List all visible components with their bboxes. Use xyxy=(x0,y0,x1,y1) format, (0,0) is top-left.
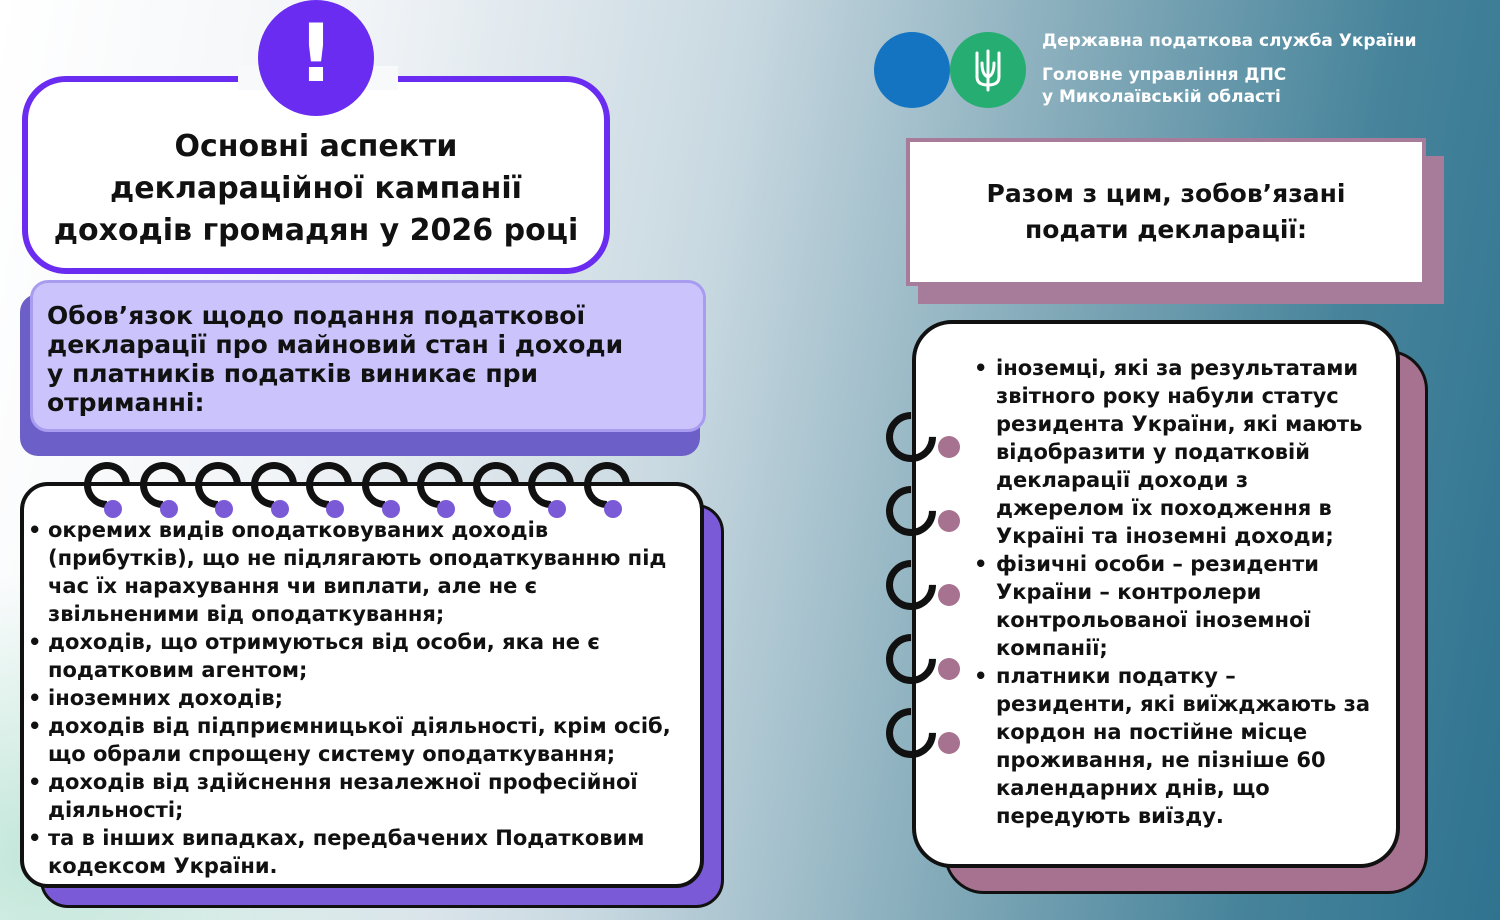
spiral-hole xyxy=(160,500,178,518)
right-declarant-list xyxy=(972,354,1402,830)
list-item-line: час їх нарахування чи виплати, але не є xyxy=(48,574,538,598)
list-item-line: Україні та іноземні доходи; xyxy=(996,524,1334,548)
list-item-line: звітного року набули статус xyxy=(996,384,1339,408)
list-item xyxy=(972,550,1402,662)
left-income-list xyxy=(24,516,704,880)
list-item-line: календарних днів, що xyxy=(996,776,1270,800)
list-item-line: • іноземних доходів; xyxy=(48,686,284,710)
organization-line: Головне управління ДПС xyxy=(1042,65,1287,85)
list-item-line: • іноземці, які за результатами xyxy=(996,356,1359,380)
list-item-line: декларації доходи з xyxy=(996,468,1249,492)
dps-logo-green-circle xyxy=(950,32,1026,108)
spiral-hole xyxy=(271,500,289,518)
list-item xyxy=(24,628,704,684)
organization-line: у Миколаївській області xyxy=(1042,87,1281,107)
obligation-line: декларації про майновий стан і доходи xyxy=(47,330,624,359)
list-item xyxy=(24,768,704,824)
list-item xyxy=(24,516,704,628)
obligation-line: отриманні: xyxy=(47,388,205,417)
list-item-line: • платники податку – xyxy=(996,664,1236,688)
spiral-hole xyxy=(215,500,233,518)
list-item-line: відобразити у податковій xyxy=(996,440,1310,464)
right-heading-line: подати декларації: xyxy=(1025,215,1307,244)
list-item-line: податковим агентом; xyxy=(48,658,308,682)
list-item-line: • доходів від підприємницької діяльності, крім осіб, xyxy=(48,714,671,738)
list-item-line: діяльності; xyxy=(48,798,184,822)
obligation-text xyxy=(47,301,689,417)
spiral-hole xyxy=(938,658,960,680)
list-item-line: кодексом України. xyxy=(48,854,278,878)
list-item xyxy=(972,662,1402,830)
spiral-hole xyxy=(548,500,566,518)
spiral-hole xyxy=(437,500,455,518)
list-item-line: • фізичні особи – резиденти xyxy=(996,552,1319,576)
list-item xyxy=(972,354,1402,550)
list-item xyxy=(24,684,704,712)
obligation-line: у платників податків виникає при xyxy=(47,359,539,388)
spiral-hole xyxy=(938,732,960,754)
list-item-line: України – контролери xyxy=(996,580,1262,604)
title-line: Основні аспекти xyxy=(174,129,458,164)
list-item-line: джерелом їх походження в xyxy=(996,496,1332,520)
title-line: деклараційної кампанії xyxy=(110,171,522,206)
spiral-hole xyxy=(382,500,400,518)
spiral-hole xyxy=(938,510,960,532)
exclamation-icon: ! xyxy=(258,0,374,116)
list-item-line: • доходів, що отримуються від особи, яка не є xyxy=(48,630,600,654)
right-heading-text xyxy=(987,176,1346,248)
spiral-hole xyxy=(326,500,344,518)
list-item-line: що обрали спрощену систему оподаткування; xyxy=(48,742,616,766)
list-item-line: резидента України, які мають xyxy=(996,412,1363,436)
organization-name xyxy=(1042,30,1417,108)
list-item xyxy=(24,824,704,880)
right-heading-line: Разом з цим, зобов’язані xyxy=(986,179,1346,208)
list-item xyxy=(24,712,704,768)
list-item-line: кордон на постійне місце xyxy=(996,720,1308,744)
spiral-hole xyxy=(938,436,960,458)
list-item-line: проживання, не пізніше 60 xyxy=(996,748,1326,772)
list-item-line: (прибутків), що не підлягають оподаткуванню під xyxy=(48,546,667,570)
list-item-line: звільненими від оподаткування; xyxy=(48,602,445,626)
list-item-line: • доходів від здійснення незалежної професійної xyxy=(48,770,638,794)
list-item-line: компанії; xyxy=(996,636,1108,660)
spiral-hole xyxy=(938,584,960,606)
trident-icon xyxy=(971,47,1005,93)
dps-logo-blue-circle xyxy=(874,32,950,108)
spiral-hole xyxy=(104,500,122,518)
obligation-line: Обов’язок щодо подання податкової xyxy=(47,301,586,330)
list-item-line: • та в інших випадках, передбачених Податковим xyxy=(48,826,645,850)
list-item-line: резиденти, які виїжджають за xyxy=(996,692,1371,716)
spiral-hole xyxy=(604,500,622,518)
right-heading-box xyxy=(906,138,1426,286)
list-item-line: • окремих видів оподатковуваних доходів xyxy=(48,518,549,542)
organization-line: Державна податкова служба України xyxy=(1042,31,1417,51)
page-title xyxy=(54,126,578,252)
obligation-box xyxy=(30,280,706,432)
spiral-hole xyxy=(493,500,511,518)
title-line: доходів громадян у 2026 році xyxy=(53,213,579,248)
list-item-line: передують виїзду. xyxy=(996,804,1224,828)
list-item-line: контрольованої іноземної xyxy=(996,608,1311,632)
